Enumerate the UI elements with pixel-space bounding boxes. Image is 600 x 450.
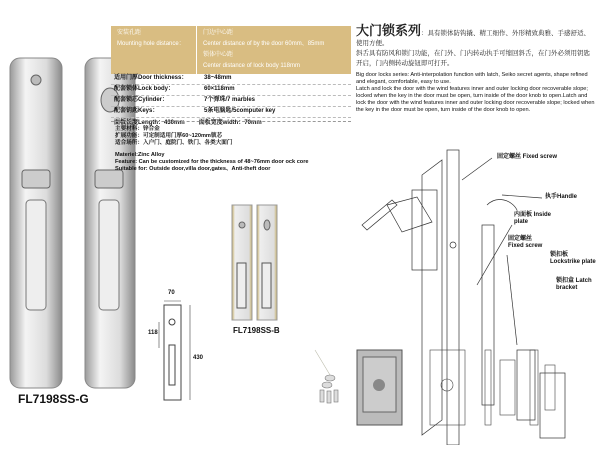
- spec-table: [111, 26, 351, 130]
- mounting-value-en1: Center distance of by the door 60mm、85mm: [203, 40, 325, 47]
- label-latch-bracket: 锁扣盒 Latch bracket: [556, 278, 592, 291]
- mounting-label-cn: 安装孔距: [117, 30, 142, 36]
- spec-header-row: [111, 26, 351, 74]
- material-en: Materiel:Zinc Alloy: [115, 152, 165, 158]
- spec-value: 60×118mm: [204, 86, 235, 93]
- label-lock-strike-plate: 锁扣板 Lockstrike plate: [550, 252, 596, 265]
- label-fixed-screw-2: 固定螺丝 Fixed screw: [508, 236, 543, 249]
- series-cn-desc1: ：具有锁体防钩撬、精工细作、外形精致典雅、手感舒适、使用方便。: [356, 30, 591, 47]
- model-main-label: FL7198SS-G: [18, 392, 89, 406]
- series-description: [356, 23, 596, 114]
- model-alt-label: FL7198SS-B: [233, 326, 280, 335]
- dim-hole: 118: [148, 330, 158, 336]
- feature-en: Feature: Can be customized for the thickness of 48~76mm door ock core: [115, 159, 309, 165]
- spec-value: 7个弹珠/7 marbles: [204, 97, 256, 104]
- mounting-value-cn1: 门边中心距: [203, 30, 234, 36]
- spec-value: 38~48mm: [204, 75, 232, 82]
- spec-row: [111, 85, 351, 96]
- spec-label: 配套锁体Lock body：: [114, 86, 175, 93]
- spec-length: 面板长度Length：430mm: [114, 120, 185, 127]
- dim-width: 70: [168, 290, 175, 296]
- mounting-label-en: Mounting hole distance：: [117, 40, 185, 47]
- spec-row: [111, 107, 351, 118]
- spec-width: 面板宽度width：70mm: [198, 120, 262, 127]
- mounting-value-en2: Center distance of lock body 118mm: [203, 62, 300, 69]
- spec-row: [111, 96, 351, 107]
- series-cn-desc2: 斜舌具有防风和锁门功能，在门外、门内转动执手可缩回斜舌，在门外必须用钥匙开启，门内侧转动旋钮即可打开。: [356, 50, 590, 67]
- label-fixed-screw-1: 固定螺丝 Fixed screw: [497, 154, 558, 160]
- lock-body-and-keys: [305, 345, 585, 435]
- spec-row: [111, 74, 351, 85]
- series-title: 大门锁系列: [356, 23, 422, 38]
- dim-length: 430: [193, 355, 204, 361]
- suitable-cn: 适合场所：入户门、庭院门、铁门、各类大面门: [115, 140, 233, 146]
- spec-label: 配套锁芯Cylinder：: [114, 97, 169, 104]
- spec-value: 5条电脑匙/5computer key: [204, 108, 276, 115]
- spec-label: 适用门厚Door thickness：: [114, 75, 188, 82]
- label-inside-plate: 内面板 Inside plate: [514, 212, 552, 225]
- series-en-desc1: Big door locks series: Anti-interpolation function with latch, Seiko secret agents, shape refined and elegant, comfortable, easy to use.: [356, 72, 588, 85]
- material-cn: 主要材料：锌合金: [115, 126, 160, 132]
- series-en-desc2: Latch and lock the door with the wind features inner and outer locking door recoverable slope; locked when the key in the door must be open, turn inside of the door knob to open.Latch and lock the door with the wind features inner and outer locking door recoverable slope; locked when the key in the door must be open, turn inside of the door knob to open.: [356, 86, 595, 113]
- spec-label: 配套钥匙Keys：: [114, 108, 159, 115]
- dimension-drawing: [150, 290, 200, 405]
- feature-cn: 扩展功能：可定制适用门厚60~120mm锁芯: [115, 133, 223, 139]
- mounting-value-cn2: 锁体中心距: [203, 51, 234, 58]
- suitable-en: Suitable for: Outside door,villa door,gates、Anti-theft door: [115, 166, 271, 172]
- divider: [111, 121, 351, 122]
- material-info: [115, 126, 352, 173]
- label-handle: 执手Handle: [545, 194, 578, 200]
- alt-lock-image: [230, 203, 285, 323]
